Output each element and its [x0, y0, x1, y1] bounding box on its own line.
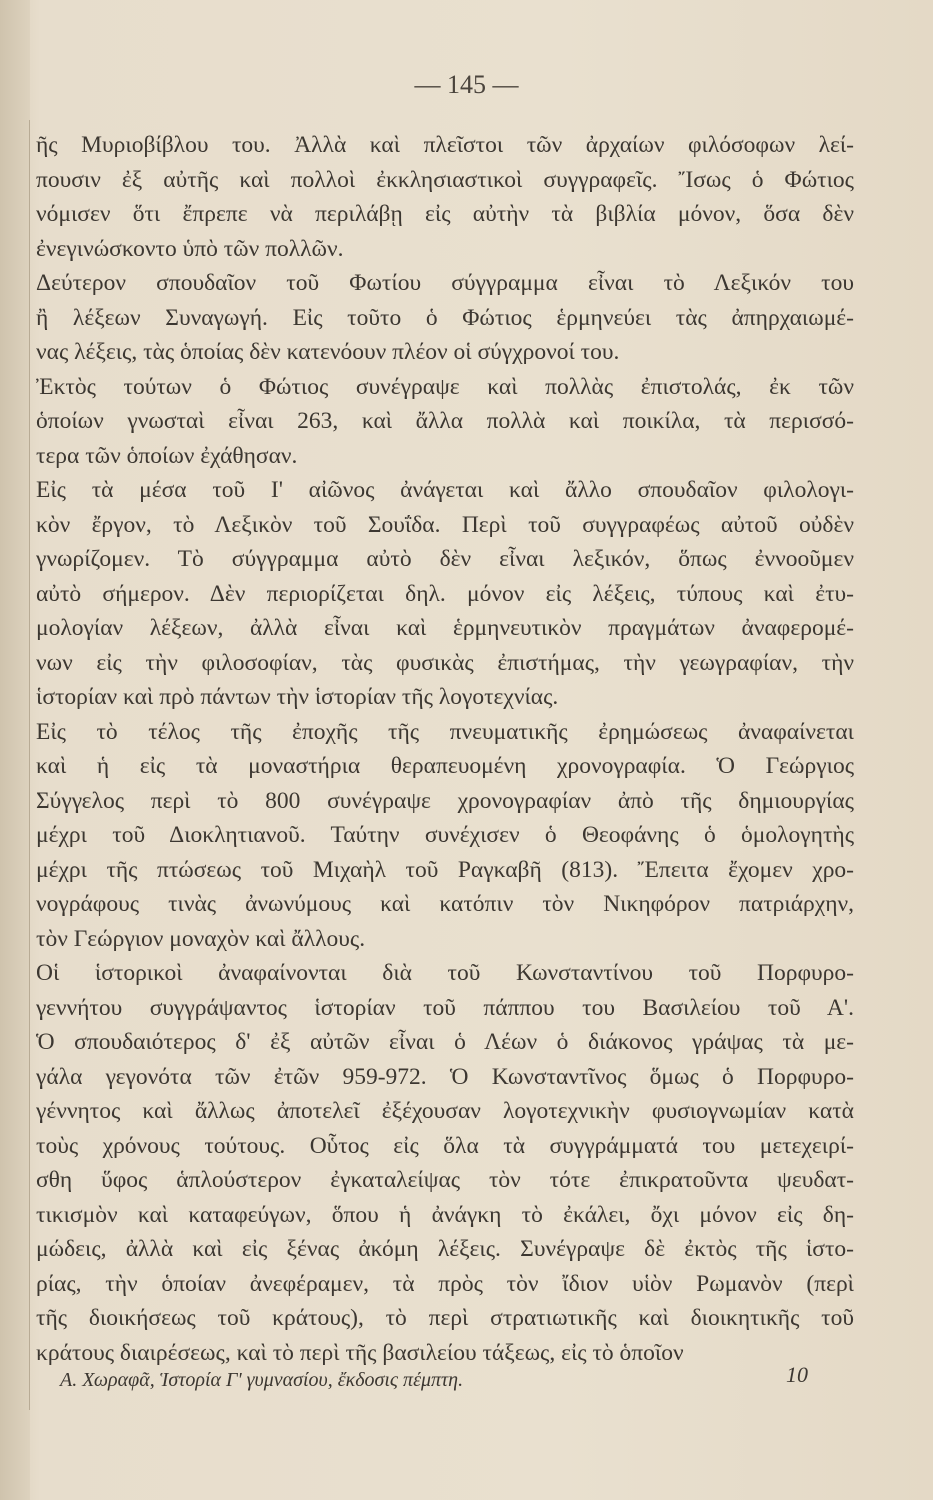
text-line: γνωρίζομεν. Τὸ σύγγραμμα αὐτὸ δὲν εἶναι λεξικόν, ὅπως ἐννοοῦμεν [36, 546, 854, 572]
gutter-edge [29, 120, 30, 1410]
text-line: ρίας, τὴν ὁποίαν ἀνεφέραμεν, τὰ πρὸς τὸν ἴδιον υἱὸν Ρωμανὸν (περὶ [36, 1270, 854, 1297]
text-line: Ἐκτὸς τούτων ὁ Φώτιος συνέγραψε καὶ πολλὰς ἐπιστολάς, ἐκ τῶν [36, 373, 854, 400]
text-line: κὸν ἔργον, τὸ Λεξικὸν τοῦ Σουΐδα. Περὶ τοῦ συγγραφέως αὐτοῦ οὐδὲν [36, 511, 854, 538]
text-line: τοὺς χρόνους τούτους. Οὗτος εἰς ὅλα τὰ συγγράμματά του μετεχειρί- [36, 1132, 854, 1159]
text-line: ἐνεγινώσκοντο ὑπὸ τῶν πολλῶν. [36, 235, 344, 262]
sheet-number: 10 [786, 1362, 808, 1387]
text-line: αὐτὸ σήμερον. Δὲν περιορίζεται δηλ. μόνον εἰς λέξεις, τύπους καὶ ἐτυ- [36, 580, 854, 607]
text-line: ἱστορίαν καὶ πρὸ πάντων τὴν ἱστορίαν τῆς λογοτεχνίας. [36, 684, 559, 710]
text-line: τερα τῶν ὁποίων ἐχάθησαν. [36, 442, 298, 469]
binding-gutter [0, 0, 30, 1500]
page-number: — 145 — [414, 70, 519, 99]
text-line: μέχρι τοῦ Διοκλητιανοῦ. Ταύτην συνέχισεν ὁ Θεοφάνης ὁ ὁμολογητὴς [36, 822, 854, 848]
text-line: τικισμὸν καὶ καταφεύγων, ὅπου ἡ ἀνάγκη τὸ ἐκάλει, ὄχι μόνον εἰς δη- [36, 1201, 854, 1228]
text-line: Εἰς τὸ τέλος τῆς ἐποχῆς τῆς πνευματικῆς ἐρημώσεως ἀναφαίνεται [36, 718, 854, 745]
text-line: Οἱ ἱστορικοὶ ἀναφαίνονται διὰ τοῦ Κωνσταντίνου τοῦ Πορφυρο- [36, 960, 854, 986]
text-line: τὸν Γεώργιον μοναχὸν καὶ ἄλλους. [36, 925, 366, 952]
text-line: νόμισεν ὅτι ἔπρεπε νὰ περιλάβῃ εἰς αὐτὴν τὰ βιβλία μόνον, ὅσα δὲν [36, 201, 854, 227]
text-line: νας λέξεις, τὰς ὁποίας δὲν κατενόουν πλέον οἱ σύγχρονοί του. [36, 339, 620, 365]
text-line: γεννήτου συγγράψαντος ἱστορίαν τοῦ πάππου του Βασιλείου τοῦ Α'. [36, 994, 854, 1021]
text-line: Σύγγελος περὶ τὸ 800 συνέγραψε χρονογραφίαν ἀπὸ τῆς δημιουργίας [36, 787, 854, 814]
text-line: γέννητος καὶ ἄλλως ἀποτελεῖ ἐξέχουσαν λογοτεχνικὴν φυσιογνωμίαν κατὰ [36, 1098, 854, 1124]
body-text [36, 128, 854, 1370]
footer-signature: Α. Χωραφᾶ, Ἱστορία Γ' γυμνασίου, ἔκδοσις πέμπτη. [60, 1369, 464, 1391]
text-line: πουσιν ἐξ αὐτῆς καὶ πολλοὶ ἐκκλησιαστικοὶ συγγραφεῖς. Ἴσως ὁ Φώτιος [36, 166, 854, 193]
text-line: μέχρι τῆς πτώσεως τοῦ Μιχαὴλ τοῦ Ραγκαβῆ (813). Ἔπειτα ἔχομεν χρο- [36, 856, 854, 883]
text-line: Ὁ σπουδαιότερος δ' ἐξ αὐτῶν εἶναι ὁ Λέων ὁ διάκονος γράψας τὰ με- [36, 1029, 854, 1055]
text-line: κράτους διαιρέσεως, καὶ τὸ περὶ τῆς βασιλείου τάξεως, εἰς τὸ ὁποῖον [36, 1339, 684, 1366]
text-line: γάλα γεγονότα τῶν ἐτῶν 959-972. Ὁ Κωνσταντῖνος ὅμως ὁ Πορφυρο- [36, 1063, 854, 1090]
text-line: Δεύτερον σπουδαῖον τοῦ Φωτίου σύγγραμμα εἶναι τὸ Λεξικόν του [36, 270, 854, 296]
text-line: νων εἰς τὴν φιλοσοφίαν, τὰς φυσικὰς ἐπιστήμας, τὴν γεωγραφίαν, τὴν [36, 649, 854, 676]
text-line: ὁποίων γνωσταὶ εἶναι 263, καὶ ἄλλα πολλὰ καὶ ποικίλα, τὰ περισσό- [36, 408, 854, 434]
text-line: μώδεις, ἀλλὰ καὶ εἰς ξένας ἀκόμη λέξεις. Συνέγραψε δὲ ἐκτὸς τῆς ἱστο- [36, 1236, 854, 1262]
text-line: σθη ὕφος ἁπλούστερον ἐγκαταλείψας τὸν τότε ἐπικρατοῦντα ψευδατ- [36, 1167, 854, 1193]
text-line: καὶ ἡ εἰς τὰ μοναστήρια θεραπευομένη χρονογραφία. Ὁ Γεώργιος [36, 753, 854, 779]
text-line: μολογίαν λέξεων, ἀλλὰ εἶναι καὶ ἑρμηνευτικὸν πραγμάτων ἀναφερομέ- [36, 615, 854, 641]
text-line: νογράφους τινὰς ἀνωνύμους καὶ κατόπιν τὸν Νικηφόρον πατριάρχην, [36, 891, 854, 917]
text-line: ἢ λέξεων Συναγωγή. Εἰς τοῦτο ὁ Φώτιος ἑρμηνεύει τὰς ἀπηρχαιωμέ- [36, 304, 854, 331]
text-line: Εἰς τὰ μέσα τοῦ Ι' αἰῶνος ἀνάγεται καὶ ἄλλο σπουδαῖον φιλολογι- [36, 477, 854, 503]
text-line: τῆς διοικήσεως τοῦ κράτους), τὸ περὶ στρατιωτικῆς καὶ διοικητικῆς τοῦ [36, 1305, 854, 1331]
text-line: ῆς Μυριοβίβλου του. Ἀλλὰ καὶ πλεῖστοι τῶν ἀρχαίων φιλόσοφων λεί- [36, 132, 854, 158]
